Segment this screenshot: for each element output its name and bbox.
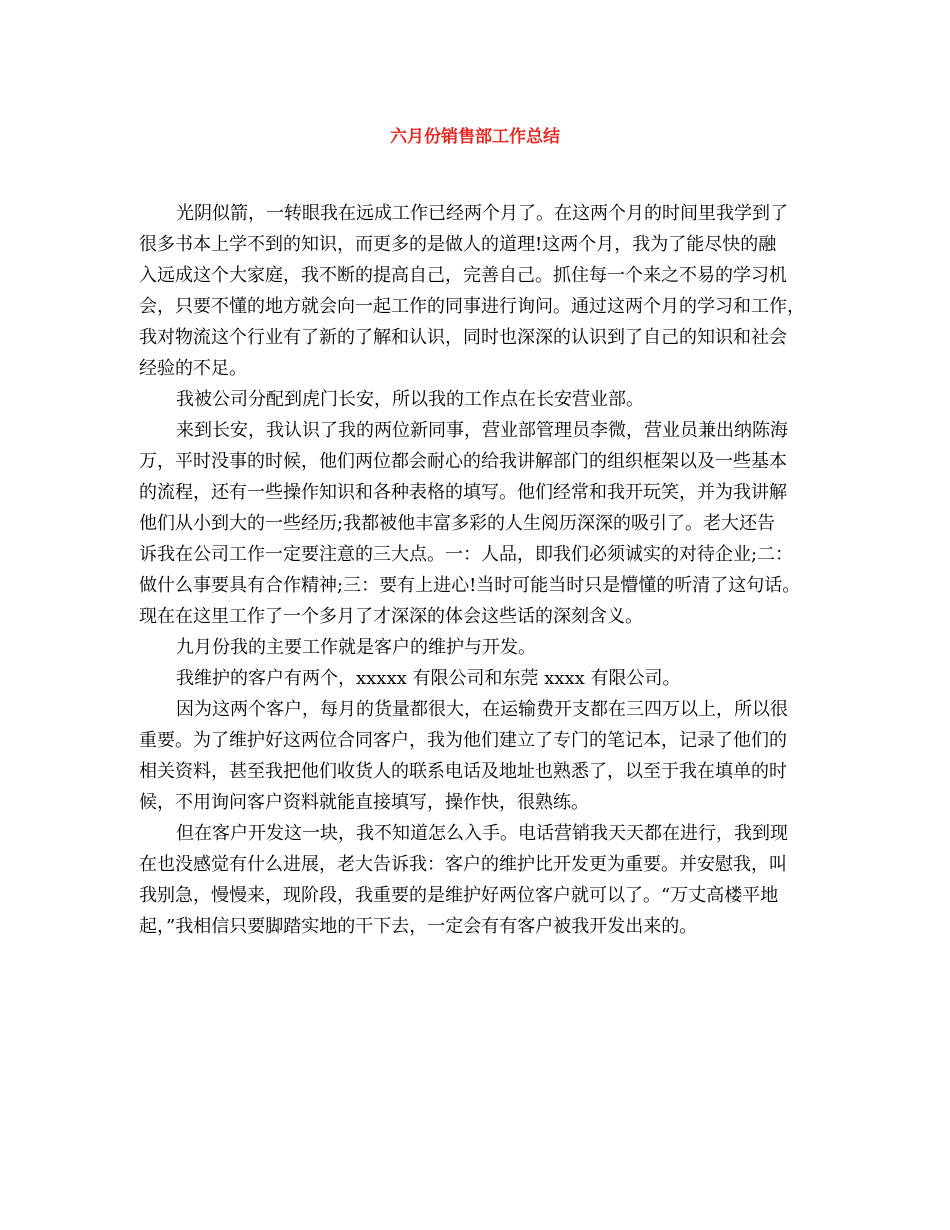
text-line: 重要。为了维护好这两位合同客户，我为他们建立了专门的笔记本，记录了他们的: [139, 730, 787, 751]
text-line: 光阴似箭，一转眼我在远成工作已经两个月了。在这两个月的时间里我学到了: [176, 203, 788, 224]
text-line: 我被公司分配到虎门长安，所以我的工作点在长安营业部。: [176, 389, 644, 410]
text-line: 经验的不足。: [139, 358, 247, 379]
text-line: 做什么事要具有合作精神;三：要有上进心!当时可能当时只是懵懂的听清了这句话。: [139, 575, 801, 596]
document-title: 六月份销售部工作总结: [390, 127, 560, 147]
text-line: 九月份我的主要工作就是客户的维护与开发。: [176, 637, 536, 658]
text-line: 很多书本上学不到的知识，而更多的是做人的道理!这两个月，我为了能尽快的融: [139, 234, 777, 255]
text-line: 会，只要不懂的地方就会向一起工作的同事进行询问。通过这两个月的学习和工作，: [139, 296, 805, 317]
text-line: 在也没感觉有什么进展，老大告诉我：客户的维护比开发更为重要。并安慰我，叫: [139, 854, 787, 875]
text-line: 相关资料，甚至我把他们收货人的联系电话及地址也熟悉了，以至于我在填单的时: [139, 761, 787, 782]
text-line: 现在在这里工作了一个多月了才深深的体会这些话的深刻含义。: [139, 606, 643, 627]
text-line: 候，不用询问客户资料就能直接填写，操作快，很熟练。: [139, 792, 589, 813]
text-line: 因为这两个客户，每月的货量都很大，在运输费开支都在三四万以上，所以很: [176, 699, 788, 720]
text-line: 我别急，慢慢来，现阶段，我重要的是维护好两位客户就可以了。“万丈高楼平地: [139, 885, 779, 906]
text-line: 的流程，还有一些操作知识和各种表格的填写。他们经常和我开玩笑，并为我讲解: [139, 482, 787, 503]
text-line: 入远成这个大家庭，我不断的提高自己，完善自己。抓住每一个来之不易的学习机: [139, 265, 787, 286]
text-line: 万，平时没事的时候，他们两位都会耐心的给我讲解部门的组织框架以及一些基本: [139, 451, 787, 472]
text-line: 我对物流这个行业有了新的了解和认识，同时也深深的认识到了自己的知识和社会: [139, 327, 787, 348]
document-body: [139, 198, 819, 942]
text-line: 来到长安，我认识了我的两位新同事，营业部管理员李微，营业员兼出纳陈海: [176, 420, 788, 441]
text-line: 我维护的客户有两个，xxxxx 有限公司和东莞 xxxx 有限公司。: [176, 668, 681, 689]
text-line: 他们从小到大的一些经历;我都被他丰富多彩的人生阅历深深的吸引了。老大还告: [139, 513, 776, 534]
text-line: 起，”我相信只要脚踏实地的干下去，一定会有有客户被我开发出来的。: [139, 916, 698, 937]
text-line: 诉我在公司工作一定要注意的三大点。一：人品，即我们必须诚实的对待企业;二：: [139, 544, 794, 565]
text-line: 但在客户开发这一块，我不知道怎么入手。电话营销我天天都在进行，我到现: [176, 823, 788, 844]
